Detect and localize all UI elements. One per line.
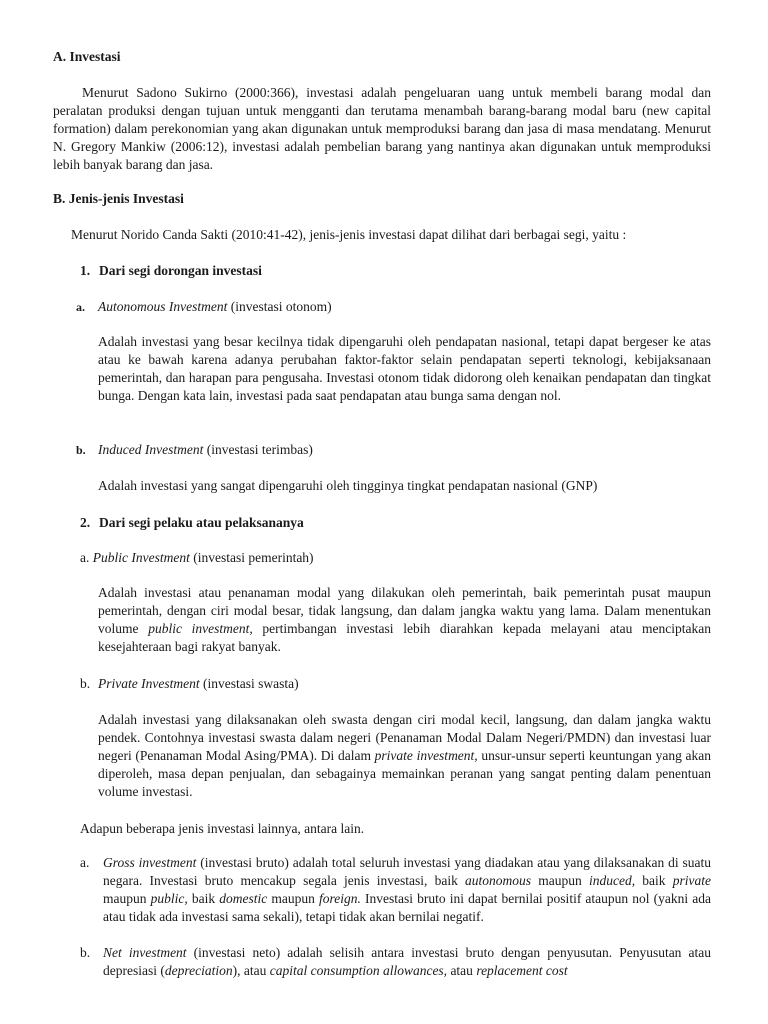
text-run: Adalah investasi yang besar kecilnya tidak dipengaruhi oleh pendapatan nasional, tetapi dapat bergeser ke atas atau ke bawah karena adanya perubahan faktor-faktor selain pendapatan seperti teknologi, kebijaksanaan pemerintah, dan harapan para pengusaha. Investasi otonom tidak didorong oleh kenaikan pendapatan dan tingkat bunga. Dengan kata lain, investasi pada saat pendapatan atau bunga sama dengan nol. <box>98 334 711 403</box>
italic-term: induced, <box>588 873 636 888</box>
text-run: (investasi pemerintah) <box>189 550 314 565</box>
other-b-label: b. <box>80 945 91 960</box>
text-run: Investasi bruto ini dapat bernilai positif ataupun nol (yakni ada atau tidak ada investasi sama sekali), tetapi tidak akan bernilai negatif. <box>103 891 712 924</box>
other-a-label: a. <box>80 855 90 870</box>
group1-a-title <box>98 298 332 316</box>
group2-title: Dari segi pelaku atau pelaksananya <box>99 515 304 530</box>
group1-b-description <box>98 477 711 495</box>
italic-term: private <box>672 873 711 888</box>
italic-term: Gross investment <box>103 855 197 870</box>
group1-number: 1. <box>80 263 91 278</box>
text-run: baik <box>187 891 220 906</box>
italic-term: public, <box>150 891 188 906</box>
italic-term: capital consumption allowances, <box>269 963 448 978</box>
text-run: Adalah investasi yang sangat dipengaruhi oleh tingginya tingkat pendapatan nasional (GNP) <box>98 478 598 493</box>
text-run: Menurut Sadono Sukirno (2000:366), investasi adalah pengeluaran uang untuk membeli barang modal dan peralatan produksi dengan tujuan untuk mengganti dan terutama menambah barang-barang modal baru (new capital formation) dalam perekonomian yang akan digunakan untuk memproduksi barang dan jasa di masa mendatang. Menurut N. Gregory Mankiw (2006:12), investasi adalah pembelian barang yang nantinya akan digunakan untuk memproduksi lebih banyak barang dan jasa. <box>53 85 711 172</box>
italic-term: Private Investment <box>98 676 200 691</box>
group1-title: Dari segi dorongan investasi <box>99 263 262 278</box>
text-run: a. <box>80 550 93 565</box>
section-b-intro <box>71 226 711 244</box>
text-run: (investasi bruto) adalah total seluruh investasi yang diadakan atau yang dilaksanakan di suatu negara. Investasi bruto mencakup segala jenis investasi, baik <box>103 855 711 888</box>
italic-term: autonomous <box>465 873 532 888</box>
text-run: (investasi neto) adalah selisih antara investasi bruto dengan penyusutan. Penyusutan atau depresiasi ( <box>103 945 712 978</box>
group1-a-label: a. <box>76 300 85 314</box>
text-run: maupun <box>267 891 319 906</box>
group2-b-label: b. <box>80 676 91 691</box>
text-run: (investasi swasta) <box>199 676 299 691</box>
group2-a-description <box>98 584 711 656</box>
text-run: maupun <box>103 891 151 906</box>
text-run: maupun <box>531 873 589 888</box>
text-run: (investasi otonom) <box>227 299 332 314</box>
italic-term: depreciation <box>164 963 233 978</box>
group1-a-description <box>98 333 711 405</box>
text-run: unsur-unsur seperti keuntungan yang akan diperoleh, masa depan penjualan, dan sebagainya memainkan peranan yang sangat penting dalam penentuan volume investasi. <box>98 748 711 799</box>
group2-b-description <box>98 711 711 801</box>
group1-b-title <box>98 441 313 459</box>
italic-term: Autonomous Investment <box>98 299 228 314</box>
other-b-description <box>103 944 711 980</box>
group2-b-title <box>98 675 299 693</box>
group2-a-title <box>80 549 314 567</box>
text-run: baik <box>635 873 673 888</box>
italic-term: foreign. <box>319 891 361 906</box>
text-run: Adalah investasi yang dilaksanakan oleh swasta dengan ciri modal kecil, langsung, dan dalam jangka waktu pendek. Contohnya investasi swasta dalam negeri (Penanaman Modal Dalam Negeri/PMDN) dan investasi luar negeri (Penanaman Modal Asing/PMA). Di dalam <box>98 712 711 763</box>
text-run: ), atau <box>232 963 270 978</box>
italic-term: private investment, <box>374 748 478 763</box>
group2-number: 2. <box>80 515 91 530</box>
text-run: Adalah investasi atau penanaman modal yang dilakukan oleh pemerintah, baik pemerintah pusat maupun pemerintah, dengan ciri modal besar, tidak langsung, dan dalam jangka waktu yang lama. Dalam menentukan volume <box>98 585 711 636</box>
section-a-paragraph <box>53 84 711 174</box>
text-run: (investasi terimbas) <box>203 442 313 457</box>
group1-b-label: b. <box>76 443 86 457</box>
other-intro <box>80 820 711 838</box>
italic-term: Net investment <box>103 945 187 960</box>
italic-term: public investment, <box>148 621 253 636</box>
text-run: atau <box>447 963 477 978</box>
section-a-heading: A. Investasi <box>53 49 121 64</box>
text-run: pertimbangan investasi lebih diarahkan kepada melayani atau menciptakan kesejahteraan bagi rakyat banyak. <box>98 621 711 654</box>
italic-term: Induced Investment <box>98 442 204 457</box>
other-a-description <box>103 854 711 926</box>
text-run: Menurut Norido Canda Sakti (2010:41-42), jenis-jenis investasi dapat dilihat dari berbagai segi, yaitu : <box>71 227 627 242</box>
italic-term: replacement cost <box>476 963 568 978</box>
italic-term: Public Investment <box>92 550 190 565</box>
text-run: Adapun beberapa jenis investasi lainnya, antara lain. <box>80 821 365 836</box>
section-b-heading: B. Jenis-jenis Investasi <box>53 191 184 206</box>
italic-term: domestic <box>219 891 268 906</box>
